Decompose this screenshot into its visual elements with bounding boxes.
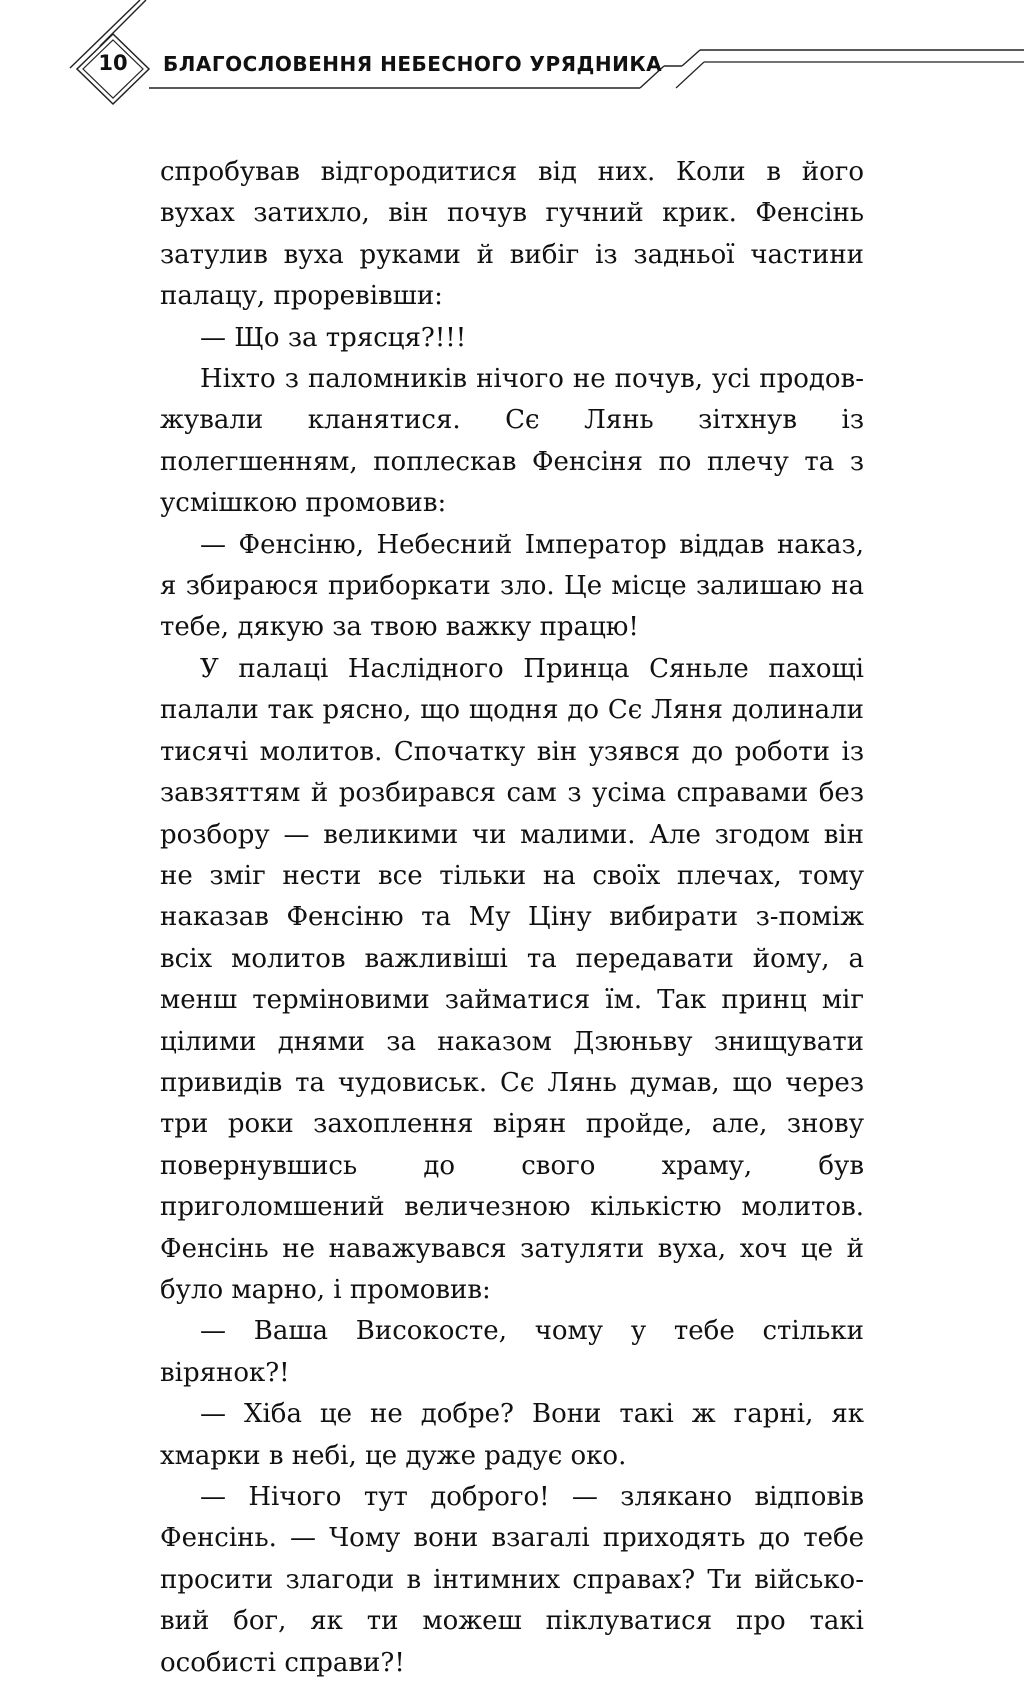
paragraph: У палаці Наслідного Принца Сяньле пахощі палали так рясно, що щодня до Сє Ляня долинали тисячі молитов. Спочатку він узявся до роботи із завзяттям й розбирався сам з усіма справами без розбору — великими чи малими. Але згодом він не зміг нести все тільки на своїх плечах, тому наказав Фенсіню та Му Ціну вибирати з-поміж всіх молитов важливіші та передавати йому, а менш терміновими займатися їм. Так принц міг цілими днями за наказом Дзюньву знищувати привидів та чудовиськ. Сє Лянь думав, що через три роки захоплення вірян пройде, але, знову повернувшись до свого храму, був приголомшений величезною кількістю молитов. Фенсінь не наважувався затуляти вуха, хоч це й було марно, і промовив: xyxy=(160,653,864,1305)
dialogue-line: — Нічого тут доброго! — злякано відповів Фенсінь. — Чому вони взагалі приходять до тебе просити злагоди в інтимних справах? Ти військовий бог, як ти можеш піклуватися про такі особисті справи?! xyxy=(160,1482,864,1678)
dialogue-line: — Ваша Високосте, чому у тебе стільки вірянок?! xyxy=(160,1316,864,1388)
page-number: 10 xyxy=(98,51,128,75)
dialogue-line: — Хіба це не добре? Вони такі ж гарні, як хмарки в небі, це дуже радує око. xyxy=(160,1399,864,1471)
body-text xyxy=(160,152,864,1684)
paragraph: Ніхто з паломників нічого не почув, усі продовжували кланятися. Сє Лянь зітхнув із полегшенням, поплескав Фенсіня по плечу та з усмішкою промовив: xyxy=(160,364,864,519)
paragraph: спробував відгородитися від них. Коли в його вухах затихло, він почув гучний крик. Фенсінь затулив вуха руками й вибіг із задньої частини палацу, проревівши: xyxy=(160,157,864,312)
dialogue-line: — Що за трясця?!!! xyxy=(200,322,467,353)
dialogue-line: — Фенсіню, Небесний Імператор віддав наказ, я збираюся приборкати зло. Це місце залишаю на тебе, дякую за твою важку працю! xyxy=(160,529,864,643)
running-title: БЛАГОСЛОВЕННЯ НЕБЕСНОГО УРЯДНИКА xyxy=(163,52,663,76)
